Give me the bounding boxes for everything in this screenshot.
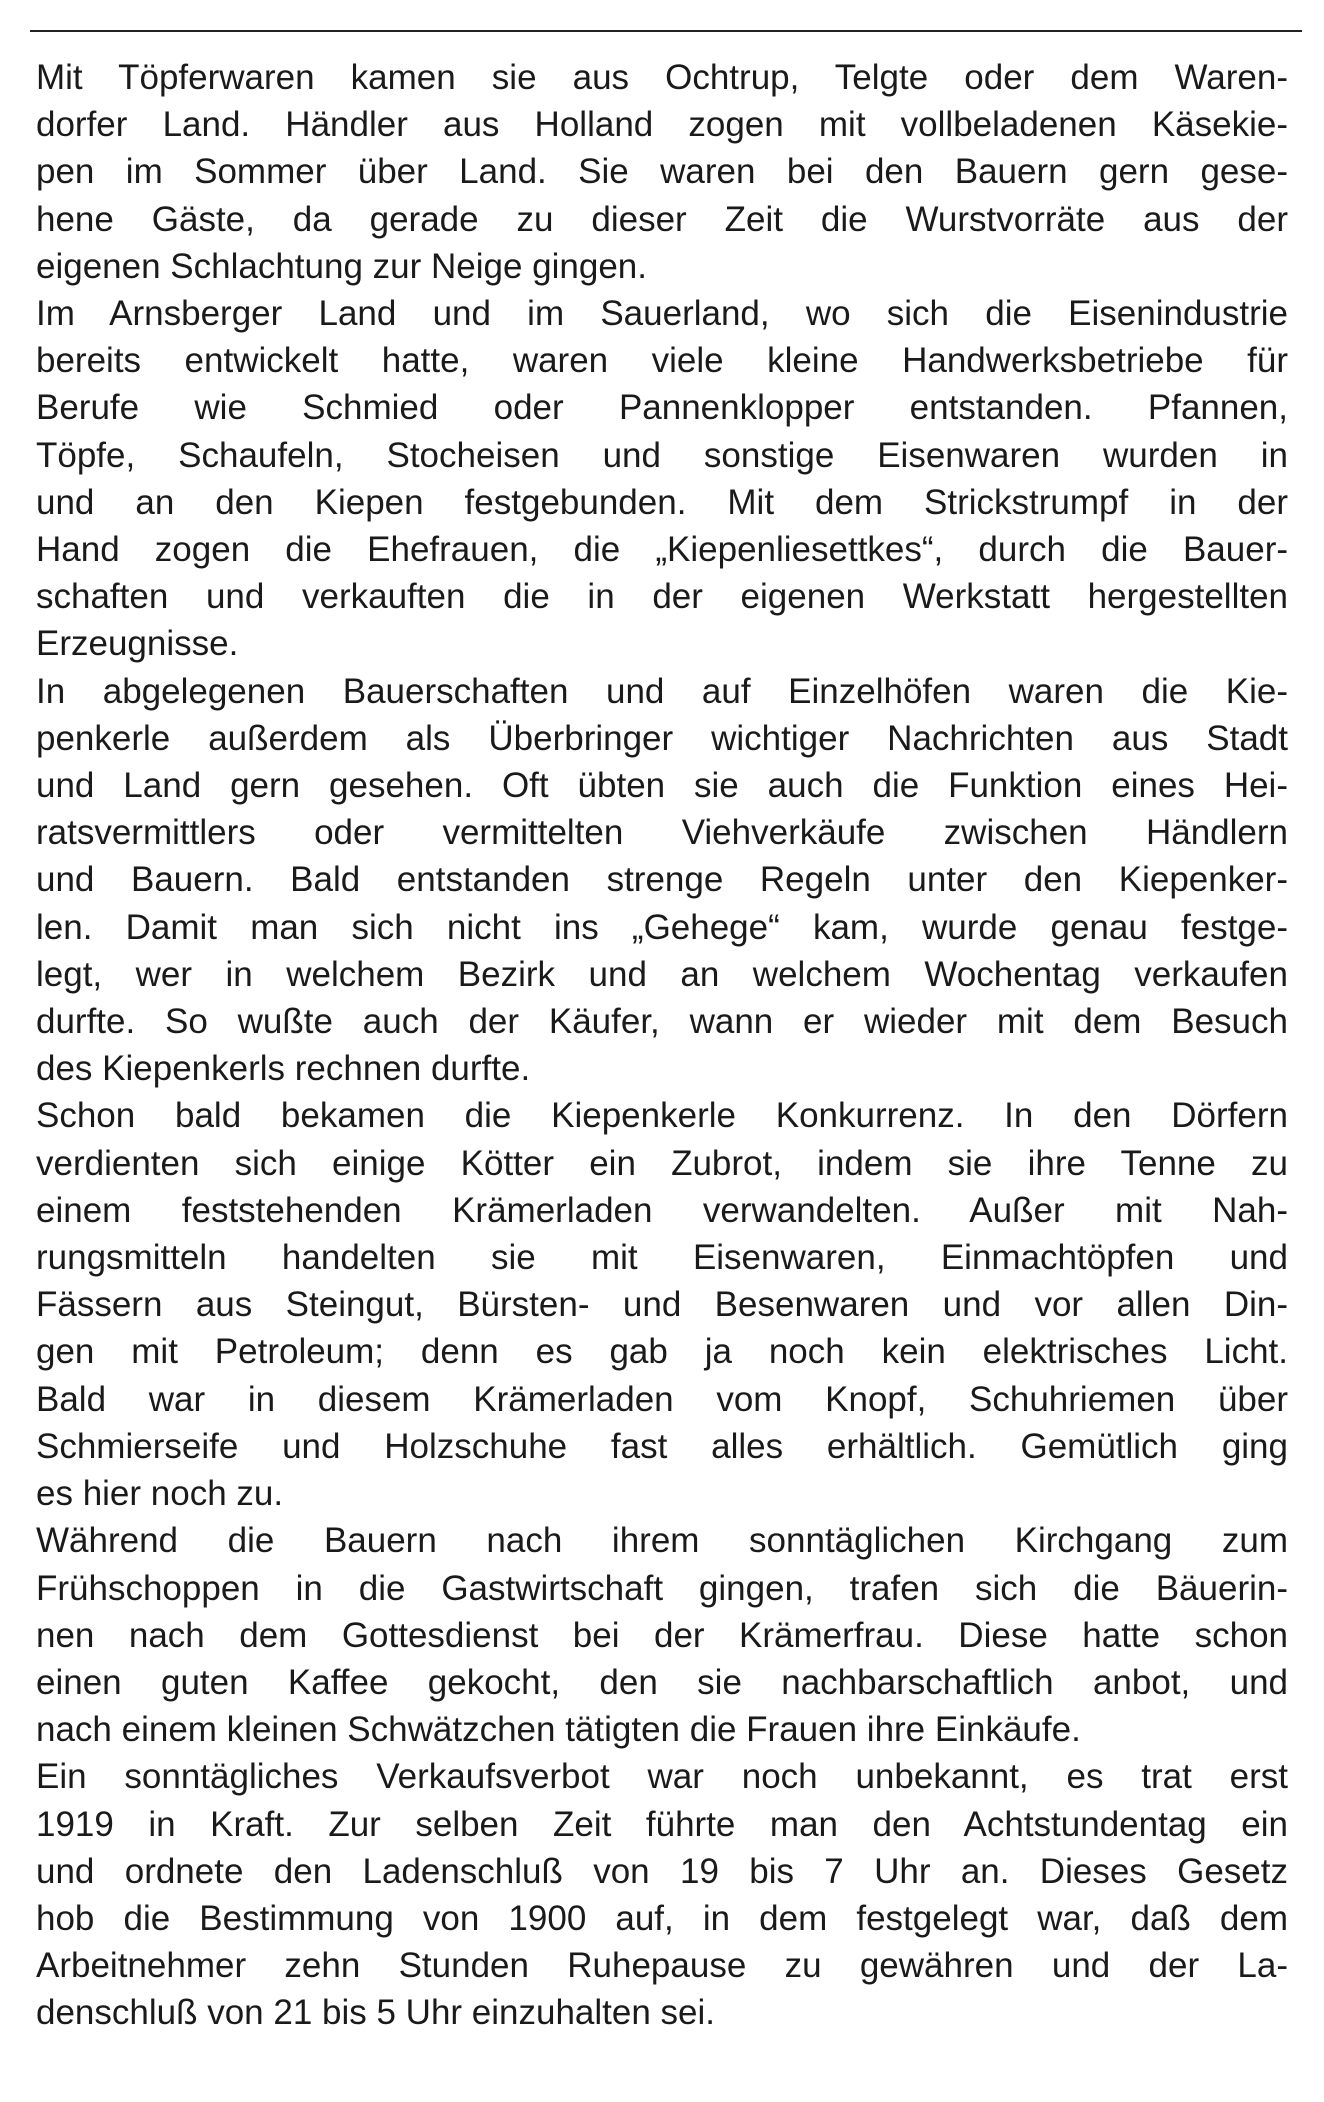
text-line: verdienten sich einige Kötter ein Zubrot, indem sie ihre Tenne zu: [36, 1143, 1288, 1183]
text-line: legt, wer in welchem Bezirk und an welchem Wochentag verkaufen: [36, 954, 1288, 994]
text-line: len. Damit man sich nicht ins „Gehege“ kam, wurde genau festge-: [36, 907, 1288, 947]
paragraph: [36, 1092, 1288, 1517]
text-line: und ordnete den Ladenschluß von 19 bis 7 Uhr an. Dieses Gesetz: [36, 1851, 1288, 1891]
text-line: dorfer Land. Händler aus Holland zogen mit vollbeladenen Käsekie-: [36, 105, 1288, 145]
paragraph: [36, 1517, 1288, 1753]
text-line: schaften und verkauften die in der eigenen Werkstatt hergestellten: [36, 577, 1288, 617]
text-line: Hand zogen die Ehefrauen, die „Kiepenliesettkes“, durch die Bauer-: [36, 530, 1288, 570]
paragraph: [36, 1753, 1288, 2036]
text-line: eigenen Schlachtung zur Neige gingen.: [36, 246, 647, 286]
text-line: Während die Bauern nach ihrem sonntäglichen Kirchgang zum: [36, 1521, 1288, 1561]
text-line: des Kiepenkerls rechnen durfte.: [36, 1049, 531, 1089]
paragraph: [36, 290, 1288, 668]
text-line: es hier noch zu.: [36, 1474, 284, 1514]
text-line: Fässern aus Steingut, Bürsten- und Besenwaren und vor allen Din-: [36, 1285, 1288, 1325]
text-line: Mit Töpferwaren kamen sie aus Ochtrup, Telgte oder dem Waren-: [36, 58, 1288, 97]
text-line: und Land gern gesehen. Oft übten sie auch die Funktion eines Hei-: [36, 766, 1288, 806]
text-line: Schon bald bekamen die Kiepenkerle Konkurrenz. In den Dörfern: [36, 1096, 1288, 1136]
text-line: Frühschoppen in die Gastwirtschaft gingen, trafen sich die Bäuerin-: [36, 1568, 1288, 1608]
text-line: Töpfe, Schaufeln, Stocheisen und sonstige Eisenwaren wurden in: [36, 435, 1288, 475]
text-line: bereits entwickelt hatte, waren viele kleine Handwerksbetriebe für: [36, 341, 1288, 381]
text-line: und an den Kiepen festgebunden. Mit dem Strickstrumpf in der: [36, 482, 1288, 522]
text-line: und Bauern. Bald entstanden strenge Regeln unter den Kiepenker-: [36, 860, 1288, 900]
text-line: Im Arnsberger Land und im Sauerland, wo sich die Eisenindustrie: [36, 294, 1288, 334]
text-line: Berufe wie Schmied oder Pannenklopper entstanden. Pfannen,: [36, 388, 1288, 428]
text-line: ratsvermittlers oder vermittelten Viehverkäufe zwischen Händlern: [36, 813, 1288, 853]
text-line: durfte. So wußte auch der Käufer, wann er wieder mit dem Besuch: [36, 1002, 1288, 1042]
text-line: einem feststehenden Krämerladen verwandelten. Außer mit Nah-: [36, 1190, 1288, 1230]
text-line: nen nach dem Gottesdienst bei der Krämerfrau. Diese hatte schon: [36, 1615, 1288, 1655]
text-line: pen im Sommer über Land. Sie waren bei den Bauern gern gese-: [36, 152, 1288, 192]
text-line: 1919 in Kraft. Zur selben Zeit führte man den Achtstundentag ein: [36, 1804, 1288, 1844]
text-line: Bald war in diesem Krämerladen vom Knopf, Schuhriemen über: [36, 1379, 1288, 1419]
text-line: denschluß von 21 bis 5 Uhr einzuhalten sei.: [36, 1993, 716, 2033]
text-line: Erzeugnisse.: [36, 624, 239, 664]
paragraph: [36, 54, 1288, 290]
text-line: hene Gäste, da gerade zu dieser Zeit die Wurstvorräte aus der: [36, 199, 1288, 239]
text-line: Schmierseife und Holzschuhe fast alles erhältlich. Gemütlich ging: [36, 1426, 1288, 1466]
text-line: Arbeitnehmer zehn Stunden Ruhepause zu gewähren und der La-: [36, 1946, 1288, 1986]
text-line: rungsmitteln handelten sie mit Eisenwaren, Einmachtöpfen und: [36, 1238, 1288, 1278]
paragraph: [36, 668, 1288, 1093]
header-rule: [30, 30, 1302, 32]
text-line: einen guten Kaffee gekocht, den sie nachbarschaftlich anbot, und: [36, 1662, 1288, 1702]
body-text: [36, 54, 1288, 2037]
text-line: hob die Bestimmung von 1900 auf, in dem festgelegt war, daß dem: [36, 1898, 1288, 1938]
text-line: penkerle außerdem als Überbringer wichtiger Nachrichten aus Stadt: [36, 718, 1288, 758]
text-line: In abgelegenen Bauerschaften und auf Einzelhöfen waren die Kie-: [36, 671, 1288, 711]
text-line: nach einem kleinen Schwätzchen tätigten die Frauen ihre Einkäufe.: [36, 1710, 1081, 1750]
text-line: gen mit Petroleum; denn es gab ja noch kein elektrisches Licht.: [36, 1332, 1288, 1372]
text-line: Ein sonntägliches Verkaufsverbot war noch unbekannt, es trat erst: [36, 1757, 1288, 1797]
